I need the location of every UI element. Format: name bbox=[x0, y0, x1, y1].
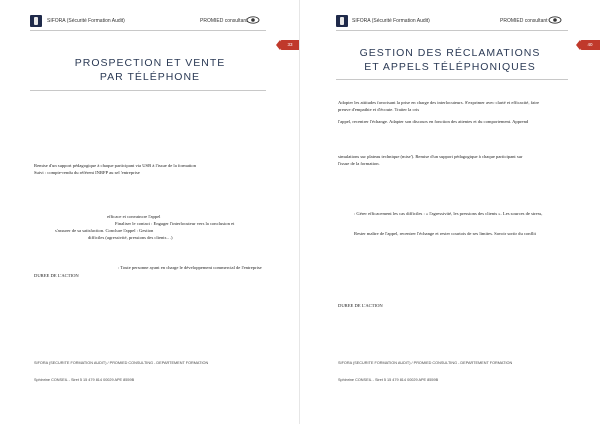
page-number-badge: 33 bbox=[280, 40, 300, 50]
objective-line-1: efficace et convaincre l'appel bbox=[107, 214, 161, 219]
header-role: PROMIED consultant bbox=[200, 18, 248, 24]
objective-line-3: l'appel, recentrer l'échange. Adapter son discours en fonction des attentes et du comportement. Apprend bbox=[338, 119, 529, 124]
page-title bbox=[342, 46, 558, 74]
header-org: SIFORA (Sécurité Formation Audit) bbox=[47, 18, 125, 24]
support-text-line-2: Suivi : compte-rendu du référent INRFP au sel 'entreprise bbox=[34, 170, 140, 175]
audience-text: : Toute personne ayant en charge le développement commercial de l'entreprise bbox=[118, 265, 262, 270]
page-number-badge: 40 bbox=[580, 40, 600, 50]
header-rule bbox=[336, 30, 568, 31]
header-org: SIFORA (Sécurité Formation Audit) bbox=[352, 18, 430, 24]
sifora-logo-icon bbox=[336, 15, 348, 27]
sifora-logo-icon bbox=[30, 15, 42, 27]
objective-line-1: Adopter les attitudes favorisant la prise en charge des interlocuteurs. S'exprimer avec clarté et efficacité, faire bbox=[338, 100, 540, 105]
program-line-2: Rester maître de l'appel, recentrer l'échange et rester courtois de ses limites. Savoir sortir du conflit bbox=[354, 231, 536, 236]
page-title-line-1: PROSPECTION ET VENTE bbox=[74, 57, 226, 69]
footer-line-2: Sphinrine CONSEIL - Siret 5 15 479 814 00029 APE 8559B bbox=[338, 378, 439, 382]
objective-line-2: Finaliser le contact : Engager l'interlocuteur vers la conclusion et bbox=[115, 221, 235, 226]
support-text-line-1: Remise d'un support pédagogique à chaque participant via USB à l'issue de la formation bbox=[34, 163, 197, 168]
page-title bbox=[60, 56, 240, 84]
objective-line-3: s'assurer de sa satisfaction. Conclure l'appel : Gestion bbox=[55, 228, 154, 233]
duree-label: DUREE DE L'ACTION bbox=[34, 273, 79, 278]
eye-icon bbox=[246, 15, 260, 25]
footer-line-1: SIFORA (SECURITE FORMATION AUDIT) / PROMIED CONSULTING - DEPARTEMENT FORMATION bbox=[338, 361, 513, 365]
footer-line-1: SIFORA (SECURITE FORMATION AUDIT) / PROMIED CONSULTING - DEPARTEMENT FORMATION bbox=[34, 361, 209, 365]
header-role: PROMIED consultant bbox=[500, 18, 548, 24]
title-rule bbox=[336, 79, 568, 80]
page-title-line-2: ET APPELS TÉLÉPHONIQUES bbox=[364, 61, 536, 73]
objective-line-2: preuve d'empathie et d'écoute. Traiter la cris bbox=[338, 107, 420, 112]
page-title-line-2: PAR TÉLÉPHONE bbox=[99, 71, 201, 83]
page-title-line-1: GESTION DES RÉCLAMATIONS bbox=[359, 47, 541, 59]
duree-label: DUREE DE L'ACTION bbox=[338, 303, 383, 308]
footer-line-2: Sphinrine CONSEIL - Siret 5 15 479 814 00029 APE 8559B bbox=[34, 378, 135, 382]
support-text-line-1: simulations sur plateau technique (mise'). Remise d'un support pédagogique à chaque participant sur bbox=[338, 154, 523, 159]
right-page bbox=[300, 0, 600, 424]
program-line-1: : Gérer efficacement les cas difficiles : « l'agressivité, les pressions des clients ». Les sources de stress, bbox=[354, 211, 543, 216]
support-text-line-2: l'issue de la formation. bbox=[338, 161, 380, 166]
title-rule bbox=[30, 90, 266, 91]
eye-icon bbox=[548, 15, 562, 25]
header-rule bbox=[30, 30, 266, 31]
objective-line-4: difficiles (agressivité, pressions des clients…) bbox=[88, 235, 173, 240]
